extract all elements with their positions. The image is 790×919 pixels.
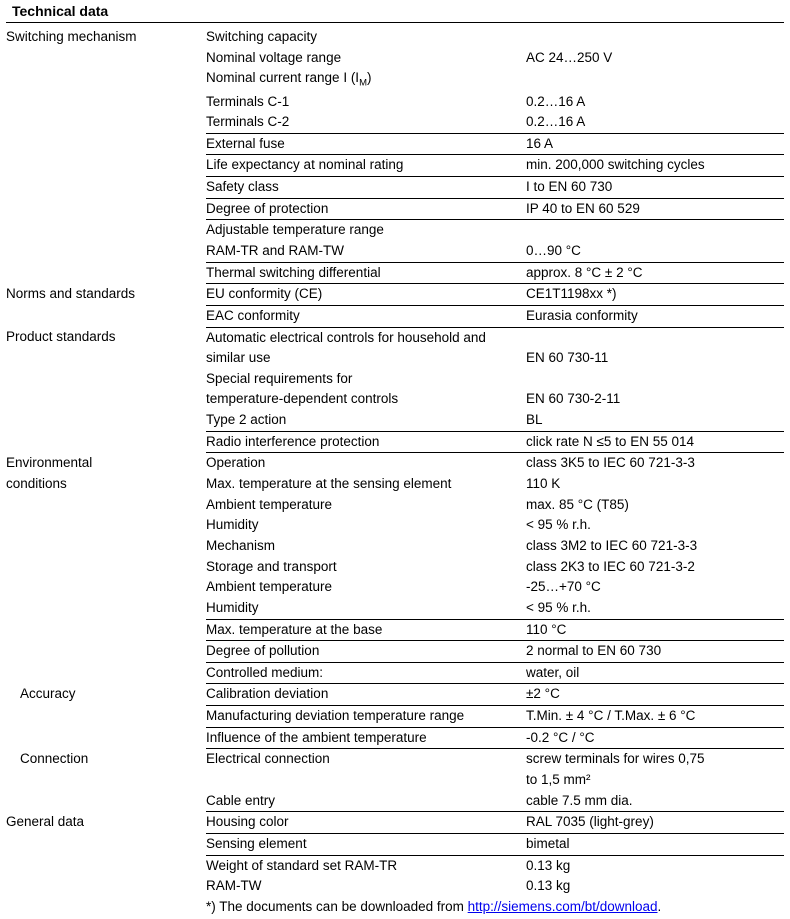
row-value xyxy=(526,27,784,48)
row-item xyxy=(206,68,526,91)
row-item-tail: ) xyxy=(366,70,372,86)
row-value: class 2K3 to IEC 60 721-3-2 xyxy=(526,558,695,574)
table-row xyxy=(6,495,784,516)
section-label-switching-mechanism: Switching mechanism xyxy=(6,29,137,44)
row-item: Storage and transport xyxy=(206,558,337,574)
row-value: class 3M2 to IEC 60 721-3-3 xyxy=(526,537,698,553)
footnote-cell xyxy=(206,897,784,918)
row-value xyxy=(526,68,784,91)
row-item: Manufacturing deviation temperature range xyxy=(206,706,526,728)
row-value: approx. 8 °C ± 2 °C xyxy=(526,262,784,284)
table-row xyxy=(6,327,784,348)
table-row xyxy=(6,577,784,598)
table-row xyxy=(6,706,784,728)
row-item: Automatic electrical controls for household and xyxy=(206,327,526,348)
table-row xyxy=(6,598,784,619)
row-item: RAM-TR and RAM-TW xyxy=(206,242,344,258)
footnote-spacer xyxy=(6,897,206,918)
section-label-empty xyxy=(6,662,206,684)
table-row xyxy=(6,431,784,453)
row-value: CE1T1198xx *) xyxy=(526,284,784,306)
row-value: 110 K xyxy=(526,476,561,492)
row-item: Cable entry xyxy=(206,792,276,808)
row-item: Switching capacity xyxy=(206,29,318,44)
table-row-footnote xyxy=(6,897,784,918)
row-item: Humidity xyxy=(206,599,259,615)
row-item: Mechanism xyxy=(206,537,276,553)
row-item: temperature-dependent controls xyxy=(206,391,399,407)
row-item: External fuse xyxy=(206,133,526,155)
table-row xyxy=(6,284,784,306)
row-value: 0.2…16 A xyxy=(526,93,586,109)
row-value: min. 200,000 switching cycles xyxy=(526,155,784,177)
row-item xyxy=(206,770,526,791)
section-label-empty xyxy=(6,557,206,578)
row-item: Adjustable temperature range xyxy=(206,220,526,241)
row-value: 0…90 °C xyxy=(526,242,581,258)
section-label-empty xyxy=(6,577,206,598)
table-row xyxy=(6,557,784,578)
row-item: Degree of pollution xyxy=(206,641,526,663)
row-item: Terminals C-2 xyxy=(206,114,290,130)
row-item: Operation xyxy=(206,453,526,474)
row-value: < 95 % r.h. xyxy=(526,599,591,615)
section-label-accuracy: Accuracy xyxy=(20,685,76,701)
row-item: Weight of standard set RAM-TR xyxy=(206,855,526,876)
row-value xyxy=(526,369,784,390)
section-label-norms-and-standards: Norms and standards xyxy=(6,285,136,301)
section-label-empty xyxy=(6,431,206,453)
table-row xyxy=(6,749,784,770)
row-value: 0.13 kg xyxy=(526,855,784,876)
footnote-suffix: . xyxy=(657,898,662,914)
table-row xyxy=(6,727,784,749)
row-item: Type 2 action xyxy=(206,412,287,428)
section-label-empty xyxy=(6,536,206,557)
row-value: ±2 °C xyxy=(526,684,784,706)
row-value: AC 24…250 V xyxy=(526,49,613,65)
table-row xyxy=(6,662,784,684)
row-value: 110 °C xyxy=(526,619,784,641)
row-item: Humidity xyxy=(206,517,259,533)
row-item: Special requirements for xyxy=(206,370,353,386)
row-item: Ambient temperature xyxy=(206,496,333,512)
row-item: Thermal switching differential xyxy=(206,262,526,284)
row-value: EN 60 730-11 xyxy=(526,350,609,366)
row-item: Degree of protection xyxy=(206,198,526,220)
download-link[interactable]: http://siemens.com/bt/download xyxy=(467,898,658,914)
table-row xyxy=(6,474,784,495)
table-row xyxy=(6,812,784,834)
row-value: < 95 % r.h. xyxy=(526,517,591,533)
section-label-empty xyxy=(6,727,206,749)
row-item: Calibration deviation xyxy=(206,684,526,706)
row-item-text: Nominal current range I (I xyxy=(206,70,360,86)
row-value: 0.13 kg xyxy=(526,878,571,894)
table-row xyxy=(6,619,784,641)
row-value: to 1,5 mm² xyxy=(526,772,591,787)
row-value: water, oil xyxy=(526,662,784,684)
row-value: -0.2 °C / °C xyxy=(526,727,784,749)
section-label-connection: Connection xyxy=(20,750,89,766)
section-label-empty xyxy=(6,706,206,728)
row-value: class 3K5 to IEC 60 721-3-3 xyxy=(526,453,784,474)
row-item: Sensing element xyxy=(206,833,526,855)
row-item: Max. temperature at the base xyxy=(206,619,526,641)
row-value: T.Min. ± 4 °C / T.Max. ± 6 °C xyxy=(526,706,784,728)
section-label-empty xyxy=(6,495,206,516)
section-label-empty xyxy=(6,598,206,619)
technical-data-table xyxy=(6,23,784,917)
row-item: Housing color xyxy=(206,812,526,834)
row-value: I to EN 60 730 xyxy=(526,177,784,199)
section-label-environmental-conditions: Environmental xyxy=(6,454,93,470)
section-label-general-data: General data xyxy=(6,813,85,829)
row-item-subscript: M xyxy=(359,77,367,89)
table-row xyxy=(6,536,784,557)
row-item: EAC conformity xyxy=(206,305,526,327)
row-value: Eurasia conformity xyxy=(526,305,784,327)
row-value: click rate N ≤5 to EN 55 014 xyxy=(526,431,784,453)
row-value: 2 normal to EN 60 730 xyxy=(526,641,784,663)
page-title: Technical data xyxy=(12,3,109,19)
row-item: Life expectancy at nominal rating xyxy=(206,155,526,177)
row-value: screw terminals for wires 0,75 xyxy=(526,749,784,770)
row-value: EN 60 730-2-11 xyxy=(526,391,621,407)
section-label-empty xyxy=(6,262,206,284)
section-label-product-standards: Product standards xyxy=(6,329,116,345)
row-item: EU conformity (CE) xyxy=(206,284,526,306)
row-value: BL xyxy=(526,412,543,428)
row-value: bimetal xyxy=(526,833,784,855)
table-row xyxy=(6,515,784,536)
section-label-empty xyxy=(6,641,206,663)
row-value xyxy=(526,220,784,241)
row-item: RAM-TW xyxy=(206,878,262,894)
row-value xyxy=(526,327,784,348)
section-label-empty xyxy=(6,515,206,536)
row-item: Ambient temperature xyxy=(206,579,333,595)
footnote-prefix: *) The documents can be downloaded from xyxy=(206,898,468,914)
table-row xyxy=(6,453,784,474)
table-row xyxy=(6,27,784,48)
row-item: Electrical connection xyxy=(206,749,526,770)
row-value: -25…+70 °C xyxy=(526,579,601,595)
section-label-empty xyxy=(6,619,206,641)
row-item: Radio interference protection xyxy=(206,431,526,453)
row-value: 0.2…16 A xyxy=(526,114,586,130)
table-row xyxy=(6,641,784,663)
row-value: max. 85 °C (T85) xyxy=(526,496,629,512)
row-item: similar use xyxy=(206,350,271,366)
row-item: Influence of the ambient temperature xyxy=(206,727,526,749)
row-value: cable 7.5 mm dia. xyxy=(526,792,633,808)
table-row xyxy=(6,262,784,284)
row-item: Safety class xyxy=(206,177,526,199)
row-value: IP 40 to EN 60 529 xyxy=(526,198,784,220)
row-value: 16 A xyxy=(526,133,784,155)
section-label-environmental-conditions-line2: conditions xyxy=(6,476,67,492)
row-item: Nominal voltage range xyxy=(206,49,342,65)
table-row xyxy=(6,684,784,706)
row-item: Controlled medium: xyxy=(206,662,526,684)
row-item: Max. temperature at the sensing element xyxy=(206,476,452,492)
row-value: RAL 7035 (light-grey) xyxy=(526,812,784,834)
row-item: Terminals C-1 xyxy=(206,93,290,109)
